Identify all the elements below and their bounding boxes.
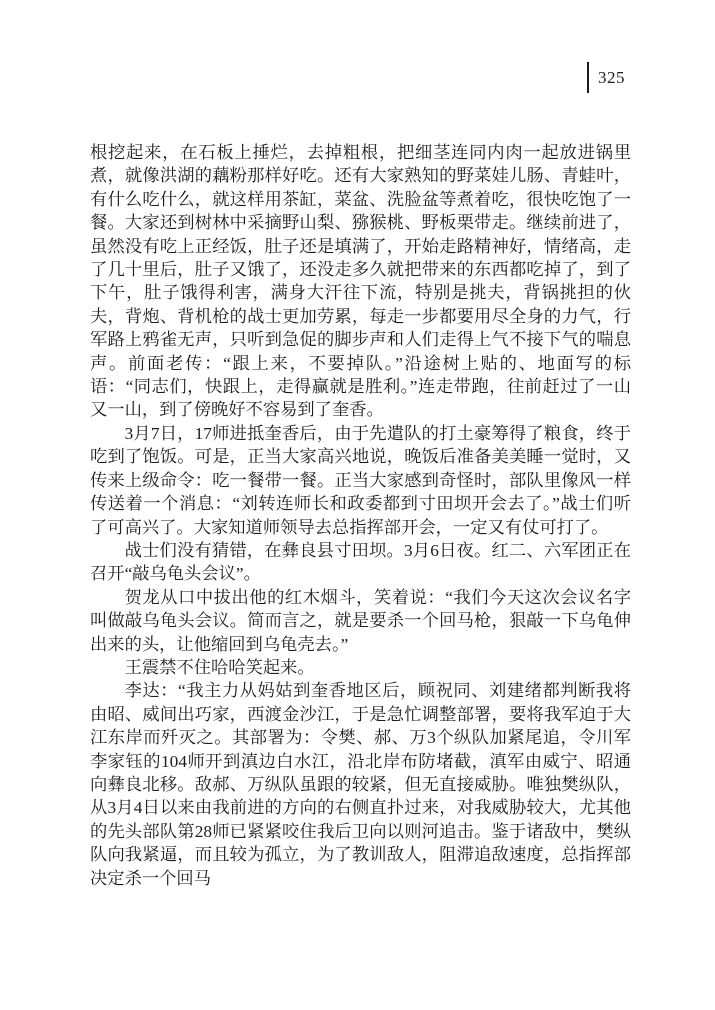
paragraph: 根挖起来，在石板上捶烂，去掉粗根，把细茎连同内肉一起放进锅里煮，就像洪湖的藕粉那样好吃。还有大家熟知的野菜娃儿肠、青蛙叶，有什么吃什么，就这样用茶缸，菜盆、洗脸盆等煮着吃，很快吃饱了一餐。大家还到树林中采摘野山梨、猕猴桃、野板栗带走。继续前进了，虽然没有吃上正经饭，肚子还是填满了，开始走路精神好，情绪高，走了几十里后，肚子又饿了，还没走多久就把带来的东西都吃掉了，到了下午，肚子饿得利害，满身大汗往下流，特别是挑夫，背锅挑担的伙夫，背炮、背机枪的战士更加劳累，每走一步都要用尽全身的力气，行军路上鸦雀无声，只听到急促的脚步声和人们走得上气不接下气的喘息声。前面老传：“跟上来，不要掉队。”沿途树上贴的、地面写的标语：“同志们，快跟上，走得赢就是胜利。”连走带跑，往前赶过了一山又一山，到了傍晚好不容易到了奎香。 (90, 143, 631, 420)
page-number: 325 (598, 68, 625, 87)
paragraph: 王震禁不住哈哈笑起来。 (124, 657, 315, 677)
paragraph: 3月7日，17师进抵奎香后，由于先遣队的打土豪筹得了粮食，终于吃到了饱饭。可是，正当大家高兴地说，晚饭后准备美美睡一觉时，又传来上级命令：吃一餐带一餐。正当大家感到奇怪时，部队里像风一样传送着一个消息：“刘转连师长和政委都到寸田坝开会去了。”战士们听了可高兴了。大家知道师领导去总指挥部开会，一定又有仗可打了。 (90, 423, 631, 537)
paragraph: 贺龙从口中拔出他的红木烟斗，笑着说：“我们今天这次会议名字叫做敲乌龟头会议。简而言之，就是要杀一个回马枪，狠敲一下乌龟伸出来的头，让他缩回到乌龟壳去。” (90, 587, 631, 654)
paragraph: 战士们没有猜错，在彝良县寸田坝。3月6日夜。红二、六军团正在召开“敲乌龟头会议”。 (90, 540, 631, 584)
paragraph: 李达：“我主力从妈姑到奎香地区后，顾祝同、刘建绪都判断我将由昭、威间出巧家，西渡金沙江，于是急忙调整部署，要将我军迫于大江东岸而歼灭之。其部署为：令樊、郝、万3个纵队加紧尾追，令川军李家钰的104师开到滇边白水江，沿北岸布防堵截，滇军由威宁、昭通向彝良北移。敌郝、万纵队虽跟的较紧，但无直接威胁。唯独樊纵队，从3月4日以来由我前进的方向的右侧直扑过来，对我威胁较大，尤其他的先头部队第28师已紧紧咬住我后卫向以则河追击。鉴于诸敌中，樊纵队向我紧逼，而且较为孤立，为了教训敌人，阻滞追敌速度，总指挥部决定杀一个回马 (90, 681, 631, 888)
body-text (90, 141, 631, 890)
page-number-block (587, 62, 625, 93)
